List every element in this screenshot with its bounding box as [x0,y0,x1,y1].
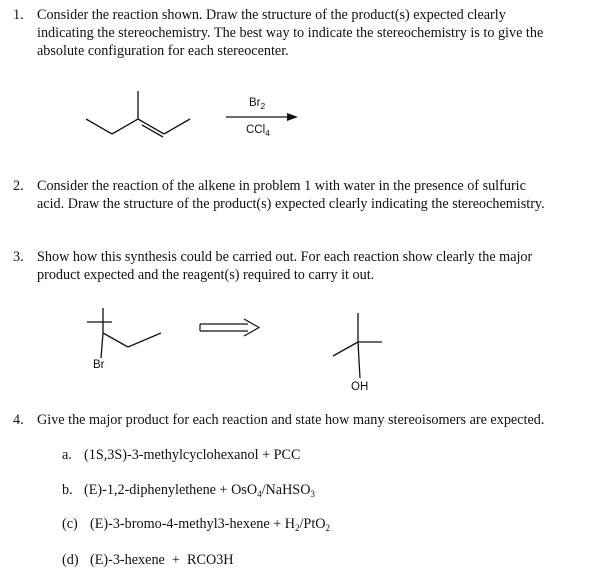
question-1-line-2: indicating the stereochemistry. The best way to indicate the stereochemistry is to give the [37,25,544,41]
question-4-line-1: Give the major product for each reaction and state how many stereoisomers are expected. [37,412,545,428]
item-c-label: (c) [62,516,78,532]
question-4-number: 4. [13,412,24,428]
bond-3 [101,333,103,358]
item-a-label: a. [62,447,72,463]
question-1-number: 1. [13,7,24,23]
question-2-line-1: Consider the reaction of the alkene in problem 1 with water in the presence of sulfuric [37,178,526,194]
double-bond-a [138,119,164,134]
question-2-number: 2. [13,178,24,194]
alkene-structure [86,91,190,137]
bond-5 [128,333,161,347]
question-3-line-2: product expected and the reagent(s) required to carry it out. [37,267,375,283]
item-a-text: (1S,3S)-3-methylcyclohexanol + PCC [84,447,301,463]
item-b-text: (E)-1,2-diphenylethene + OsO$_4$/NaHSO$_3$ [84,482,315,499]
bond-4 [103,333,128,347]
retrosynthesis-arrow [200,319,259,336]
item-d-label: (d) [62,552,79,568]
question-1-line-1: Consider the reaction shown. Draw the structure of the product(s) expected clearly [37,7,506,23]
bond-2 [333,342,358,356]
bromide-structure [87,308,161,358]
question-2-line-2: acid. Draw the structure of the product(s) expected clearly indicating the stereochemistry. [37,196,545,212]
alcohol-structure [333,313,382,378]
reagent-above-arrow: $Br_2$ [249,97,266,111]
item-b-label: b. [62,482,73,498]
bromine-label: Br [93,359,105,371]
bond-4 [358,342,360,378]
bond-4 [164,119,190,134]
question-1-line-3: absolute configuration for each stereocenter. [37,43,289,59]
bond-1 [86,119,112,134]
bond-2 [112,119,138,134]
item-c-text: (E)-3-bromo-4-methyl3-hexene + $H_2/PtO_2$ [90,516,331,533]
hydroxyl-label: OH [351,381,369,393]
question-3-number: 3. [13,249,24,265]
reagent-below-arrow: CCl$_4$ [246,124,270,138]
reaction-arrow [226,113,298,121]
item-d-text: (E)-3-hexene + RCO3H [90,552,234,568]
question-3-line-1: Show how this synthesis could be carried out. For each reaction show clearly the major [37,249,533,265]
